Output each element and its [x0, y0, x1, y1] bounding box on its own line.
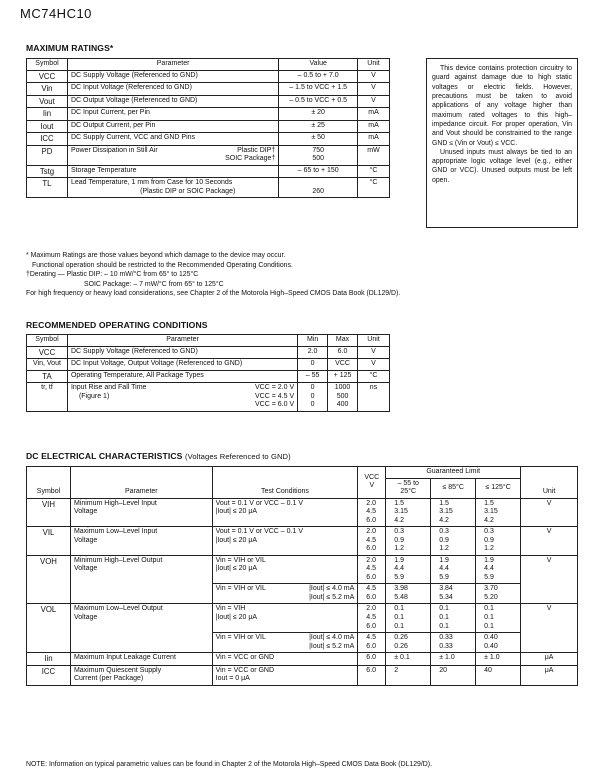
unit-cell: mA [358, 120, 390, 133]
parameter-cell: DC Supply Voltage (Referenced to GND) [67, 70, 278, 83]
column-header: Unit [358, 59, 390, 71]
column-header: Value [279, 59, 358, 71]
limit-cell [431, 527, 476, 556]
symbol-cell: Iin [27, 108, 68, 121]
limit-value: 1.2 [439, 545, 449, 553]
limit-value: 1.5 [439, 499, 449, 507]
max-ratings-table [26, 58, 390, 198]
dc-char-title-text: DC ELECTRICAL CHARACTERISTICS [26, 451, 183, 461]
limit-value: 1.9 [394, 556, 404, 564]
parameter-cell: Storage Temperature [67, 165, 278, 178]
parameter-cell: DC Supply Voltage (Referenced to GND) [67, 346, 297, 359]
parameter-cell: DC Supply Current, VCC and GND Pins [67, 133, 278, 146]
test-condition-line: Vin = VIH or VIL [215, 585, 266, 593]
limit-cell [386, 604, 431, 633]
limit-value: 0.26 [394, 634, 408, 642]
max-cell: 6.0 [328, 346, 358, 359]
table-row [27, 133, 390, 146]
parameter-line: Voltage [73, 536, 98, 544]
note-paragraph: This device contains protection circuitry to guard against damage due to high static voltages or electric fields. However, precautions must be taken to avoid applications of any voltage higher than maximum rated voltages to this high–impedance circuit. For proper operation, Vin and Vout should be constrained to the range GND ≤ (Vin or Vout) ≤ VCC. [432, 65, 572, 147]
limit-cell [476, 498, 521, 527]
limit-value: 3.15 [394, 508, 408, 516]
vcc-value: 4.5 [366, 585, 377, 593]
vcc-cell [358, 527, 386, 556]
limit-value: 4.2 [394, 516, 404, 524]
table-row [27, 370, 390, 383]
limit-value: 1.9 [439, 556, 449, 564]
limit-value: 5.48 [394, 593, 408, 601]
parameter-line: Maximum Low–Level Input [73, 528, 158, 536]
min-cell: 2.0 [298, 346, 328, 359]
test-conditions-cell [212, 604, 358, 633]
column-header: Parameter [67, 335, 297, 347]
symbol-cell: Vin, Vout [27, 359, 68, 371]
symbol-cell: ICC [27, 665, 71, 685]
limit-cell [386, 665, 431, 685]
table-row [27, 665, 578, 685]
limit-cell [386, 555, 431, 584]
footnote: NOTE: Information on typical parametric values can be found in Chapter 2 of the Motorola High–Speed CMOS Data Book (DL129/D). [26, 761, 432, 768]
parameter-line: Voltage [73, 565, 98, 573]
note-line: * Maximum Ratings are those values beyond which damage to the device may occur. [26, 252, 286, 259]
value-line: 750 [312, 146, 324, 154]
column-header: Parameter [70, 467, 212, 499]
unit-cell: V [521, 498, 578, 527]
value-cell: – 1.5 to VCC + 1.5 [279, 83, 358, 96]
limit-cell [476, 665, 521, 685]
limit-value: 5.34 [439, 593, 453, 601]
parameter-cell: DC Output Current, per Pin [67, 120, 278, 133]
unit-cell: V [521, 604, 578, 653]
limit-value: 0.1 [484, 605, 494, 613]
limit-value: 1.5 [394, 499, 404, 507]
vcc-value: 4.5 [366, 613, 377, 621]
test-conditions-cell [212, 584, 358, 604]
limit-value: 2 [394, 666, 399, 674]
limit-value: 4.2 [484, 516, 494, 524]
min-line: 0 [310, 401, 315, 409]
column-header: Symbol [27, 335, 68, 347]
unit-cell: V [358, 83, 390, 96]
parameter-sub: Plastic DIP† [237, 146, 276, 154]
limit-cell [386, 584, 431, 604]
column-header: Parameter [67, 59, 278, 71]
limit-value: 0.40 [484, 634, 498, 642]
max-line: 1000 [334, 384, 351, 392]
symbol-cell: VIH [27, 498, 71, 527]
test-condition-line: Vin = VIH [215, 605, 246, 613]
limit-cell [476, 633, 521, 653]
vcc-cell [358, 555, 386, 584]
limit-cell [476, 584, 521, 604]
max-line: 400 [336, 401, 349, 409]
column-header: Guaranteed Limit [386, 467, 521, 479]
symbol-cell: VCC [27, 70, 68, 83]
value-cell: ± 25 [279, 120, 358, 133]
limit-value: 0.1 [394, 613, 404, 621]
unit-cell: mW [358, 145, 390, 165]
column-header: Test Conditions [212, 467, 358, 499]
dc-char-title [26, 451, 291, 461]
unit-cell: μA [521, 665, 578, 685]
parameter-cell: DC Input Current, per Pin [67, 108, 278, 121]
limit-value: 20 [439, 666, 447, 674]
column-header: Unit [358, 335, 390, 347]
vcc-value: 2.0 [366, 528, 377, 536]
table-row [27, 145, 390, 165]
dc-char-table [26, 466, 578, 686]
table-header-row [27, 467, 578, 479]
vcc-value: 4.5 [366, 508, 377, 516]
symbol-cell: Vout [27, 95, 68, 108]
limit-cell [476, 604, 521, 633]
vcc-value: 4.5 [366, 634, 377, 642]
column-header [386, 478, 431, 498]
column-header: Symbol [27, 467, 71, 499]
vcc-value: 6.0 [366, 516, 377, 524]
vcc-value: 6.0 [366, 545, 377, 553]
condition-line: VCC = 6.0 V [255, 401, 295, 409]
symbol-cell: ICC [27, 133, 68, 146]
max-cell: + 125 [328, 370, 358, 383]
column-header: ≤ 85°C [431, 478, 476, 498]
parameter-sub: (Figure 1) [78, 392, 110, 400]
symbol-cell: tr, tf [27, 383, 68, 412]
limit-cell [476, 527, 521, 556]
temp-header-line: – 55 to [397, 479, 419, 487]
parameter-cell [67, 383, 297, 412]
limit-cell [431, 584, 476, 604]
limit-value: 0.3 [439, 528, 449, 536]
column-header: Max [328, 335, 358, 347]
test-condition-line: |Iout| ≤ 4.0 mA [309, 585, 355, 593]
parameter-line: Minimum High–Level Input [73, 499, 157, 507]
table-row [27, 346, 390, 359]
condition-list [255, 384, 294, 410]
unit-cell: °C [358, 178, 390, 198]
limit-cell [476, 555, 521, 584]
limit-value: 4.4 [484, 565, 494, 573]
vcc-value: 4.5 [366, 565, 377, 573]
limit-value: 4.4 [439, 565, 449, 573]
limit-value: 5.9 [439, 573, 449, 581]
parameter-cell: Operating Temperature, All Package Types [67, 370, 297, 383]
test-condition-line: |Iout| ≤ 4.0 mA [309, 634, 355, 642]
column-header: ≤ 125°C [476, 478, 521, 498]
column-header: Symbol [27, 59, 68, 71]
parameter-line: Maximum Low–Level Output [73, 605, 163, 613]
limit-value: 0.33 [439, 634, 453, 642]
column-header [358, 467, 386, 499]
min-line: 0 [310, 384, 315, 392]
test-condition-line: Vout = 0.1 V or VCC – 0.1 V [215, 499, 303, 507]
test-condition-line: |Iout| ≤ 5.2 mA [309, 642, 355, 650]
vcc-value: 6.0 [366, 622, 377, 630]
max-ratings-notes [26, 251, 400, 299]
limit-value: 3.70 [484, 585, 498, 593]
current-list [309, 585, 354, 602]
vcc-value: 6.0 [366, 642, 377, 650]
test-condition-line: |Iout| ≤ 20 μA [215, 508, 258, 516]
table-row [27, 383, 390, 412]
test-condition-line: Vin = VCC or GND [215, 666, 275, 674]
limit-value: 3.15 [439, 508, 453, 516]
symbol-cell: Iin [27, 653, 71, 666]
value-cell: ± 20 [279, 108, 358, 121]
parameter-cell [70, 653, 212, 666]
parameter-cell: DC Input Voltage, Output Voltage (Referenced to GND) [67, 359, 297, 371]
parameter-cell [67, 178, 278, 198]
limit-value: 0.1 [394, 622, 404, 630]
parameter-sub: SOIC Package† [225, 155, 276, 163]
table-row [27, 653, 578, 666]
limit-value: 1.2 [484, 545, 494, 553]
vcc-cell [358, 633, 386, 653]
min-line: 0 [310, 392, 315, 400]
vcc-cell [358, 653, 386, 666]
test-condition-line: |Iout| ≤ 5.2 mA [309, 593, 355, 601]
table-row [27, 95, 390, 108]
parameter-sub: (Plastic DIP or SOIC Package) [140, 187, 236, 195]
test-conditions-cell [212, 555, 358, 584]
parameter-line: Maximum Quiescent Supply [73, 666, 162, 674]
test-condition-line: Vin = VIH or VIL [215, 556, 266, 564]
note-line: SOIC Package: – 7 mW/°C from 65° to 125°C [84, 280, 224, 288]
parameter-text: Input Rise and Fall Time [70, 384, 147, 392]
limit-cell [476, 653, 521, 666]
test-condition-line: |Iout| ≤ 20 μA [215, 565, 258, 573]
test-conditions-cell [212, 633, 358, 653]
unit-cell: V [358, 359, 390, 371]
limit-value: 0.9 [394, 536, 404, 544]
unit-cell: μA [521, 653, 578, 666]
test-conditions-cell [212, 665, 358, 685]
symbol-cell: Vin [27, 83, 68, 96]
unit-cell: mA [358, 108, 390, 121]
unit-cell: V [358, 95, 390, 108]
temp-header-line: 25°C [400, 488, 417, 496]
vcc-value: 6.0 [366, 666, 377, 674]
symbol-cell: VIL [27, 527, 71, 556]
vcc-cell [358, 498, 386, 527]
parameter-cell [70, 665, 212, 685]
unit-cell: V [358, 346, 390, 359]
condition-line: VCC = 2.0 V [255, 384, 295, 392]
test-condition-line: Vout = 0.1 V or VCC – 0.1 V [215, 528, 303, 536]
limit-value: 0.1 [484, 622, 494, 630]
note-line: For high frequency or heavy load considerations, see Chapter 2 of the Motorola High–Speed CMOS Data Book (DL129/D). [26, 290, 401, 298]
max-ratings-title: MAXIMUM RATINGS* [26, 43, 114, 53]
parameter-line: Voltage [73, 508, 98, 516]
limit-value: ± 1.0 [439, 654, 455, 662]
vcc-cell [358, 584, 386, 604]
vcc-value: 6.0 [366, 654, 377, 662]
unit-cell: V [521, 527, 578, 556]
max-cell [328, 383, 358, 412]
limit-value: 3.84 [439, 585, 453, 593]
table-row [27, 120, 390, 133]
unit-cell: V [358, 70, 390, 83]
parameter-cell [67, 145, 278, 165]
test-condition-line: |Iout| ≤ 20 μA [215, 536, 258, 544]
table-row [27, 527, 578, 556]
vcc-value: 4.5 [366, 536, 377, 544]
unit-cell: ns [358, 383, 390, 412]
limit-value: 4.2 [439, 516, 449, 524]
limit-value: ± 1.0 [484, 654, 500, 662]
symbol-cell: Tstg [27, 165, 68, 178]
symbol-cell: VOH [27, 555, 71, 604]
limit-value: 0.9 [484, 536, 494, 544]
limit-value: 3.98 [394, 585, 408, 593]
limit-value: ± 0.1 [394, 654, 410, 662]
limit-cell [431, 665, 476, 685]
vcc-value: 2.0 [366, 499, 377, 507]
symbol-cell: VOL [27, 604, 71, 653]
table-row [27, 604, 578, 633]
parameter-cell [70, 555, 212, 604]
limit-cell [386, 653, 431, 666]
test-conditions-cell [212, 527, 358, 556]
vcc-value: 6.0 [366, 573, 377, 581]
vcc-cell [358, 604, 386, 633]
limit-cell [431, 498, 476, 527]
limit-value: 0.1 [439, 622, 449, 630]
value-cell: 260 [279, 178, 358, 198]
note-paragraph: Unused inputs must always be tied to an appropriate logic voltage level (e.g., either GND or VCC). Unused outputs must be left open. [432, 148, 572, 184]
limit-value: 0.9 [439, 536, 449, 544]
limit-value: 5.9 [484, 573, 494, 581]
test-condition-line: Vin = VIH or VIL [215, 634, 266, 642]
table-header-row [27, 59, 390, 71]
table-row [27, 83, 390, 96]
vcc-value: 2.0 [366, 605, 377, 613]
min-cell [298, 383, 328, 412]
limit-value: 0.26 [394, 642, 408, 650]
limit-value: 0.3 [484, 528, 494, 536]
limit-cell [431, 633, 476, 653]
max-line: 500 [336, 392, 349, 400]
test-condition-line: Vin = VCC or GND [215, 654, 275, 662]
limit-value: 1.2 [394, 545, 404, 553]
parameter-cell: DC Output Voltage (Referenced to GND) [67, 95, 278, 108]
column-header: Min [298, 335, 328, 347]
limit-value: 5.9 [394, 573, 404, 581]
note-line: Functional operation should be restricted to the Recommended Operating Conditions. [32, 261, 293, 269]
table-row [27, 165, 390, 178]
value-cell: ± 50 [279, 133, 358, 146]
value-line: 500 [312, 155, 324, 163]
value-cell: – 65 to + 150 [279, 165, 358, 178]
table-row [27, 108, 390, 121]
limit-value: 3.15 [484, 508, 498, 516]
symbol-cell: PD [27, 145, 68, 165]
symbol-cell: Iout [27, 120, 68, 133]
parameter-text: Lead Temperature, 1 mm from Case for 10 Seconds [70, 179, 233, 187]
parameter-cell [70, 604, 212, 653]
limit-cell [431, 653, 476, 666]
value-cell: – 0.5 to + 7.0 [279, 70, 358, 83]
symbol-cell: TL [27, 178, 68, 198]
dc-char-subtitle: (Voltages Referenced to GND) [184, 452, 291, 461]
column-header: Unit [521, 467, 578, 499]
symbol-cell: TA [27, 370, 68, 383]
limit-value: 0.1 [484, 613, 494, 621]
limit-value: 1.5 [484, 499, 494, 507]
limit-value: 0.1 [394, 605, 404, 613]
rec-conditions-table [26, 334, 390, 412]
limit-value: 1.9 [484, 556, 494, 564]
unit-cell: V [521, 555, 578, 604]
table-row [27, 70, 390, 83]
parameter-cell: DC Input Voltage (Referenced to GND) [67, 83, 278, 96]
vcc-value: 6.0 [366, 593, 377, 601]
test-conditions-cell [212, 653, 358, 666]
note-line: †Derating — Plastic DIP: – 10 mW/°C from 65° to 125°C [26, 271, 199, 279]
vcc-cell [358, 665, 386, 685]
value-cell [279, 145, 358, 165]
table-header-row [27, 335, 390, 347]
min-cell: 0 [298, 359, 328, 371]
table-row [27, 498, 578, 527]
current-list [309, 634, 354, 651]
rec-conditions-title: RECOMMENDED OPERATING CONDITIONS [26, 320, 208, 330]
limit-value: 0.1 [439, 613, 449, 621]
vcc-value: 2.0 [366, 556, 377, 564]
test-conditions-cell [212, 498, 358, 527]
vcc-unit-header: V [369, 482, 375, 490]
unit-cell: mA [358, 133, 390, 146]
limit-cell [386, 498, 431, 527]
condition-line: VCC = 4.5 V [255, 392, 295, 400]
limit-value: 0.3 [394, 528, 404, 536]
vcc-header: VCC [364, 473, 380, 481]
test-condition-line: Iout = 0 μA [215, 675, 250, 683]
table-row [27, 359, 390, 371]
limit-cell [386, 633, 431, 653]
limit-value: 40 [484, 666, 492, 674]
unit-cell: °C [358, 165, 390, 178]
parameter-cell [70, 527, 212, 556]
table-row [27, 178, 390, 198]
unit-cell: °C [358, 370, 390, 383]
limit-value: 0.1 [439, 605, 449, 613]
esd-note-box [426, 58, 578, 228]
limit-cell [386, 527, 431, 556]
limit-value: 5.20 [484, 593, 498, 601]
limit-value: 0.40 [484, 642, 498, 650]
parameter-line: Current (per Package) [73, 675, 144, 683]
parameter-line: Voltage [73, 613, 98, 621]
limit-value: 4.4 [394, 565, 404, 573]
limit-value: 0.33 [439, 642, 453, 650]
parameter-cell [70, 498, 212, 527]
parameter-text: Power Dissipation in Still Air [70, 146, 158, 154]
value-cell: – 0.5 to VCC + 0.5 [279, 95, 358, 108]
table-row [27, 555, 578, 584]
min-cell: – 55 [298, 370, 328, 383]
parameter-line: Minimum High–Level Output [73, 556, 163, 564]
limit-cell [431, 555, 476, 584]
symbol-cell: VCC [27, 346, 68, 359]
max-cell: VCC [328, 359, 358, 371]
parameter-line: Maximum Input Leakage Current [73, 654, 176, 662]
limit-cell [431, 604, 476, 633]
test-condition-line: |Iout| ≤ 20 μA [215, 613, 258, 621]
part-number: MC74HC10 [20, 6, 92, 21]
